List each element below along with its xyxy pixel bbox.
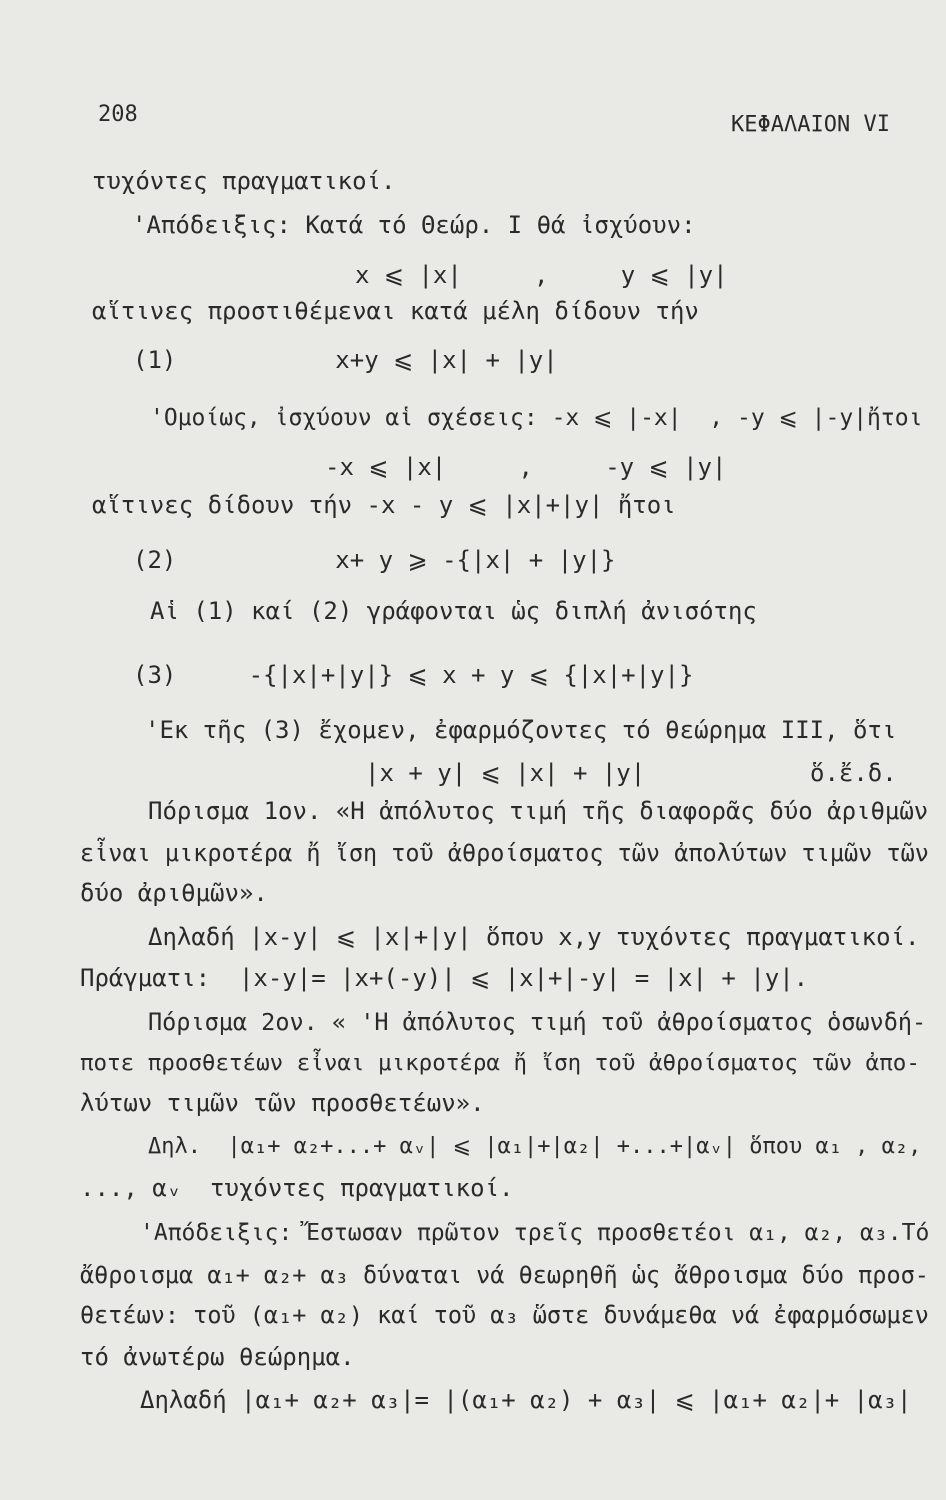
page-number: 208: [98, 102, 138, 127]
text-line: λύτων τιμῶν τῶν προσθετέων».: [80, 1089, 485, 1117]
qed-mark: ὅ.ἔ.δ.: [810, 759, 897, 787]
text-line: θετέων: τοῦ (α₁+ α₂) καί τοῦ α₃ ὥστε δυνάμεθα νά ἐφαρμόσωμεν: [80, 1301, 929, 1329]
text-line: Δηλ. |α₁+ α₂+...+ αᵥ| ⩽ |α₁|+|α₂| +...+|αᵥ| ὅπου α₁ , α₂,: [148, 1134, 922, 1159]
chapter-header: ΚΕΦΑΛΑΙΟΝ VI: [731, 112, 890, 137]
text-line: ..., αᵥ τυχόντες πραγματικοί.: [80, 1174, 514, 1202]
text-line: 'Απόδειξις: Κατά τό Θεώρ. Ι θά ἰσχύουν:: [132, 211, 696, 239]
text-line: 'Εκ τῆς (3) ἔχομεν, ἐφαρμόζοντες τό θεώρημα ΙΙΙ, ὅτι: [145, 716, 897, 744]
text-line: ἄθροισμα α₁+ α₂+ α₃ δύναται νά θεωρηθῆ ὡς ἄθροισμα δύο προσ-: [80, 1261, 929, 1289]
text-line: ποτε προσθετέων εἶναι μικροτέρα ἤ ἴση τοῦ ἀθροίσματος τῶν ἀπο-: [80, 1050, 920, 1076]
formula-line: -x ⩽ |x| , -y ⩽ |y|: [325, 453, 727, 481]
text-line: Δηλαδή |x-y| ⩽ |x|+|y| ὅπου x,y τυχόντες πραγματικοί.: [148, 923, 920, 951]
text-line: δύο ἀριθμῶν».: [80, 879, 268, 907]
text-line: Αἱ (1) καί (2) γράφονται ὡς διπλή ἀνισότης: [150, 597, 757, 625]
text-line: Πόρισμα 2ον. « 'Η ἀπόλυτος τιμή τοῦ ἀθροίσματος ὁσωνδή-: [148, 1008, 927, 1036]
text-line: Δηλαδή |α₁+ α₂+ α₃|= |(α₁+ α₂) + α₃| ⩽ |α₁+ α₂|+ |α₃|: [140, 1386, 912, 1414]
text-line: 'Απόδειξις: Ἔστωσαν πρῶτον τρεῖς προσθετέοι α₁, α₂, α₃.Τό: [140, 1220, 930, 1246]
text-line: αἵτινες προστιθέμεναι κατά μέλη δίδουν τήν: [92, 297, 699, 325]
formula-line: (2) x+ y ⩾ -{|x| + |y|}: [133, 546, 616, 574]
formula-line: (1) x+y ⩽ |x| + |y|: [133, 346, 558, 374]
text-line: εἶναι μικροτέρα ἤ ἴση τοῦ ἀθροίσματος τῶν ἀπολύτων τιμῶν τῶν: [80, 839, 929, 867]
text-line: τό ἀνωτέρω θεώρημα.: [80, 1343, 355, 1371]
text-line: αἵτινες δίδουν τήν -x - y ⩽ |x|+|y| ἤτοι: [92, 491, 676, 519]
text-line: 'Ομοίως, ἰσχύουν αἱ σχέσεις: -x ⩽ |-x| , -y ⩽ |-y|ἤτοι: [150, 405, 923, 431]
text-line: Πράγματι: |x-y|= |x+(-y)| ⩽ |x|+|-y| = |x| + |y|.: [80, 964, 809, 992]
formula-line: |x + y| ⩽ |x| + |y|: [365, 759, 646, 787]
text-line: τυχόντες πραγματικοί.: [92, 167, 396, 195]
formula-line: x ⩽ |x| , y ⩽ |y|: [355, 261, 728, 289]
text-line: Πόρισμα 1ον. «Η ἀπόλυτος τιμή τῆς διαφορᾶς δύο ἀριθμῶν: [148, 797, 929, 825]
formula-line: (3) -{|x|+|y|} ⩽ x + y ⩽ {|x|+|y|}: [133, 661, 694, 689]
